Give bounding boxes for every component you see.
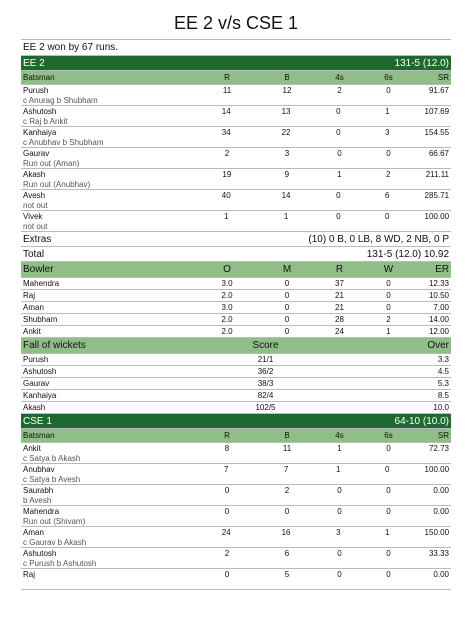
batsman-name: Kanhaiya (23, 128, 57, 137)
batting-row (21, 106, 451, 127)
fow-over: 3.3 (437, 355, 449, 364)
bowler-name: Aman (23, 303, 44, 312)
batsman-cell (23, 506, 208, 527)
strike-rate: 91.67 (428, 86, 449, 95)
runs: 34 (221, 128, 231, 137)
dismissal: c Anubhav b Shubham (23, 138, 104, 147)
bowler-name: Ankit (23, 327, 41, 336)
balls: 6 (284, 549, 290, 558)
batsman-name: Raj (23, 570, 36, 579)
sixes: 0 (386, 444, 391, 453)
sixes: 2 (386, 170, 391, 179)
balls: 22 (281, 128, 291, 137)
strike-rate: 100.00 (424, 465, 450, 474)
sixes: 3 (384, 128, 390, 137)
fours: 0 (336, 107, 341, 116)
batting-row (21, 127, 451, 148)
extras-value: (10) 0 B, 0 LB, 8 WD, 2 NB, 0 P (308, 233, 449, 245)
runs: 1 (224, 212, 229, 221)
strike-rate-header: SR (437, 73, 449, 82)
fow-score: 38/3 (257, 379, 274, 388)
fow-over: 5.3 (437, 379, 449, 388)
sixes: 0 (386, 149, 391, 158)
batting-header-row (21, 71, 451, 85)
fours: 0 (336, 128, 341, 137)
batsman-name: Ashutosh (23, 107, 57, 116)
bowling-header-row (21, 262, 451, 278)
batting-row (21, 464, 451, 485)
balls-header: B (284, 431, 290, 440)
fours: 1 (336, 465, 341, 474)
innings-total: 131-5 (12.0) (394, 57, 449, 69)
fow-batsman: Gaurav (23, 379, 50, 388)
fow-header-row (21, 338, 451, 354)
batsman-header: Batsman (23, 431, 55, 440)
economy: 14.00 (428, 315, 449, 324)
wickets-header: W (383, 264, 394, 275)
fours: 0 (336, 191, 341, 200)
bowling-row (21, 290, 451, 302)
batsman-cell (23, 169, 208, 190)
dismissal: c Anurag b Shubham (23, 96, 98, 105)
batting-list (21, 443, 451, 590)
fours: 0 (337, 507, 342, 516)
dismissal: c Satya b Avesh (23, 475, 81, 484)
economy: 12.00 (428, 327, 449, 336)
batting-row (21, 148, 451, 169)
maidens: 0 (284, 291, 290, 300)
batting-row (21, 443, 451, 464)
team-name: EE 2 (23, 57, 45, 69)
balls: 14 (281, 191, 291, 200)
batting-list (21, 85, 451, 232)
fours: 1 (337, 170, 342, 179)
fow-list (21, 354, 451, 414)
dismissal: Run out (Shivam) (23, 517, 86, 526)
batsman-name: Avesh (23, 191, 46, 200)
extras-label: Extras (23, 233, 52, 245)
batsman-cell (23, 211, 207, 232)
runs: 40 (221, 191, 231, 200)
batsman-name: Gaurav (23, 149, 50, 158)
runs: 0 (224, 507, 230, 516)
fow-batsman: Akash (23, 403, 46, 412)
sixes: 0 (386, 507, 391, 516)
balls: 13 (281, 107, 291, 116)
maidens: 0 (284, 327, 290, 336)
runs-conceded-header: R (335, 264, 344, 275)
runs: 11 (222, 86, 232, 95)
batsman-name: Anubhav (23, 465, 55, 474)
batsman-cell (23, 127, 207, 148)
strike-rate: 0.00 (433, 570, 449, 579)
runs: 0 (224, 486, 230, 495)
runs-conceded: 21 (335, 291, 344, 300)
fow-score: 36/2 (257, 367, 274, 376)
runs: 14 (221, 107, 231, 116)
balls: 12 (282, 86, 292, 95)
innings-header (21, 414, 451, 429)
overs: 2.0 (221, 327, 233, 336)
economy: 10.50 (428, 291, 449, 300)
batsman-cell (23, 527, 207, 548)
fow-row (21, 378, 451, 390)
bowler-name: Raj (23, 291, 36, 300)
batting-row (21, 190, 451, 211)
fours: 2 (337, 86, 342, 95)
wickets: 0 (386, 279, 391, 288)
fow-row (21, 366, 451, 378)
fow-row (21, 402, 451, 414)
wickets: 1 (386, 327, 391, 336)
runs-conceded: 21 (335, 303, 344, 312)
total-value: 131-5 (12.0) 10.92 (366, 248, 449, 260)
fow-score: 82/4 (257, 391, 274, 400)
fours-header: 4s (335, 431, 344, 440)
dismissal: c Raj b Ankit (23, 117, 68, 126)
sixes: 0 (384, 465, 390, 474)
batsman-header: Batsman (23, 73, 55, 82)
wickets: 0 (386, 291, 391, 300)
dismissal: c Gaurav b Akash (23, 538, 87, 547)
strike-rate: 107.69 (424, 107, 450, 116)
strike-rate: 0.00 (433, 486, 449, 495)
batsman-cell (23, 148, 208, 169)
runs-conceded: 24 (335, 327, 344, 336)
fours: 0 (337, 486, 342, 495)
batsman-cell (23, 190, 207, 211)
economy-header: ER (435, 264, 449, 275)
batsman-cell (23, 443, 208, 464)
fow-over-header: Over (427, 340, 449, 351)
balls: 5 (284, 570, 290, 579)
batsman-cell (23, 569, 208, 580)
dismissal: not out (23, 222, 48, 231)
dismissal: c Purush b Ashutosh (23, 559, 97, 568)
bowling-row (21, 314, 451, 326)
fow-row (21, 354, 451, 366)
batting-row (21, 485, 451, 506)
dismissal: Run out (Anubhav) (23, 180, 91, 189)
fours-header: 4s (335, 73, 344, 82)
balls: 0 (284, 507, 290, 516)
sixes: 1 (384, 528, 390, 537)
innings-header (21, 56, 451, 71)
balls: 16 (281, 528, 291, 537)
fow-score-header: Score (252, 340, 279, 351)
batsman-name: Saurabh (23, 486, 54, 495)
batsman-cell (23, 106, 207, 127)
extras-row (21, 232, 451, 247)
batsman-name: Ankit (23, 444, 41, 453)
runs-conceded: 37 (335, 279, 344, 288)
batting-header-row (21, 429, 451, 443)
fow-row (21, 390, 451, 402)
dismissal: b Avesh (23, 496, 52, 505)
sixes: 0 (386, 86, 391, 95)
bowler-header: Bowler (23, 264, 54, 275)
scorecard (21, 0, 451, 590)
runs: 2 (224, 149, 230, 158)
total-row (21, 247, 451, 262)
match-result: EE 2 won by 67 runs. (21, 40, 451, 56)
strike-rate: 33.33 (428, 549, 449, 558)
batsman-cell (23, 548, 208, 569)
fow-over: 8.5 (437, 391, 449, 400)
sixes: 0 (386, 570, 391, 579)
fow-over: 10.0 (433, 403, 449, 412)
runs: 0 (224, 570, 230, 579)
bowling-list (21, 278, 451, 338)
fow-score: 102/5 (255, 403, 276, 412)
balls: 7 (283, 465, 289, 474)
wickets: 0 (386, 303, 391, 312)
fow-over: 4.5 (437, 367, 449, 376)
strike-rate: 211.11 (425, 170, 449, 179)
balls-header: B (284, 73, 290, 82)
bowler-name: Mahendra (23, 279, 60, 288)
fow-header: Fall of wickets (23, 340, 86, 351)
strike-rate: 285.71 (424, 191, 450, 200)
fow-batsman: Ashutosh (23, 367, 57, 376)
dismissal: c Satya b Akash (23, 454, 81, 463)
batsman-cell (23, 85, 208, 106)
fours: 0 (336, 212, 341, 221)
batting-row (21, 569, 451, 590)
strike-rate: 72.73 (428, 444, 449, 453)
strike-rate-header: SR (437, 431, 449, 440)
sixes-header: 6s (384, 73, 393, 82)
batting-row (21, 548, 451, 569)
runs: 7 (224, 465, 229, 474)
sixes: 0 (384, 212, 390, 221)
overs: 3.0 (221, 303, 233, 312)
batsman-name: Purush (23, 86, 49, 95)
runs: 8 (224, 444, 230, 453)
fow-batsman: Kanhaiya (23, 391, 57, 400)
batsman-name: Aman (23, 528, 44, 537)
overs: 2.0 (221, 315, 233, 324)
match-title: EE 2 v/s CSE 1 (21, 0, 451, 40)
balls: 1 (283, 212, 289, 221)
fours: 3 (336, 528, 341, 537)
balls: 2 (284, 486, 290, 495)
runs-header: R (224, 73, 230, 82)
fours: 0 (337, 570, 342, 579)
overs: 2.0 (221, 291, 233, 300)
bowler-name: Shubham (23, 315, 58, 324)
balls: 11 (282, 444, 292, 453)
strike-rate: 150.00 (424, 528, 450, 537)
dismissal: Run out (Aman) (23, 159, 80, 168)
sixes: 0 (386, 486, 391, 495)
innings-total: 64-10 (10.0) (394, 415, 449, 427)
economy: 12.33 (428, 279, 449, 288)
balls: 3 (284, 149, 290, 158)
runs: 2 (224, 549, 230, 558)
dismissal: not out (23, 201, 48, 210)
sixes-header: 6s (384, 431, 393, 440)
overs: 3.0 (221, 279, 233, 288)
batsman-name: Vivek (23, 212, 43, 221)
sixes: 1 (384, 107, 390, 116)
batsman-name: Mahendra (23, 507, 60, 516)
maidens-header: M (282, 264, 292, 275)
strike-rate: 0.00 (433, 507, 449, 516)
bowling-row (21, 278, 451, 290)
bowling-row (21, 326, 451, 338)
strike-rate: 66.67 (428, 149, 449, 158)
batting-row (21, 211, 451, 232)
maidens: 0 (284, 279, 290, 288)
batting-row (21, 527, 451, 548)
wickets: 2 (386, 315, 391, 324)
strike-rate: 100.00 (424, 212, 450, 221)
balls: 9 (284, 170, 290, 179)
runs-header: R (224, 431, 230, 440)
runs: 19 (222, 170, 232, 179)
total-label: Total (23, 248, 45, 260)
economy: 7.00 (433, 303, 449, 312)
runs: 24 (221, 528, 231, 537)
batsman-name: Akash (23, 170, 46, 179)
fours: 0 (337, 549, 342, 558)
batting-row (21, 169, 451, 190)
sixes: 0 (386, 549, 391, 558)
maidens: 0 (284, 315, 290, 324)
team-name: CSE 1 (23, 415, 52, 427)
fours: 0 (337, 149, 342, 158)
bowling-row (21, 302, 451, 314)
fours: 1 (337, 444, 342, 453)
fow-batsman: Purush (23, 355, 49, 364)
maidens: 0 (284, 303, 290, 312)
fow-score: 21/1 (257, 355, 274, 364)
batting-row (21, 85, 451, 106)
batting-row (21, 506, 451, 527)
batsman-cell (23, 464, 207, 485)
strike-rate: 154.55 (424, 128, 450, 137)
sixes: 6 (384, 191, 390, 200)
batsman-name: Ashutosh (23, 549, 57, 558)
batsman-cell (23, 485, 208, 506)
overs-header: O (223, 264, 231, 275)
runs-conceded: 28 (335, 315, 344, 324)
